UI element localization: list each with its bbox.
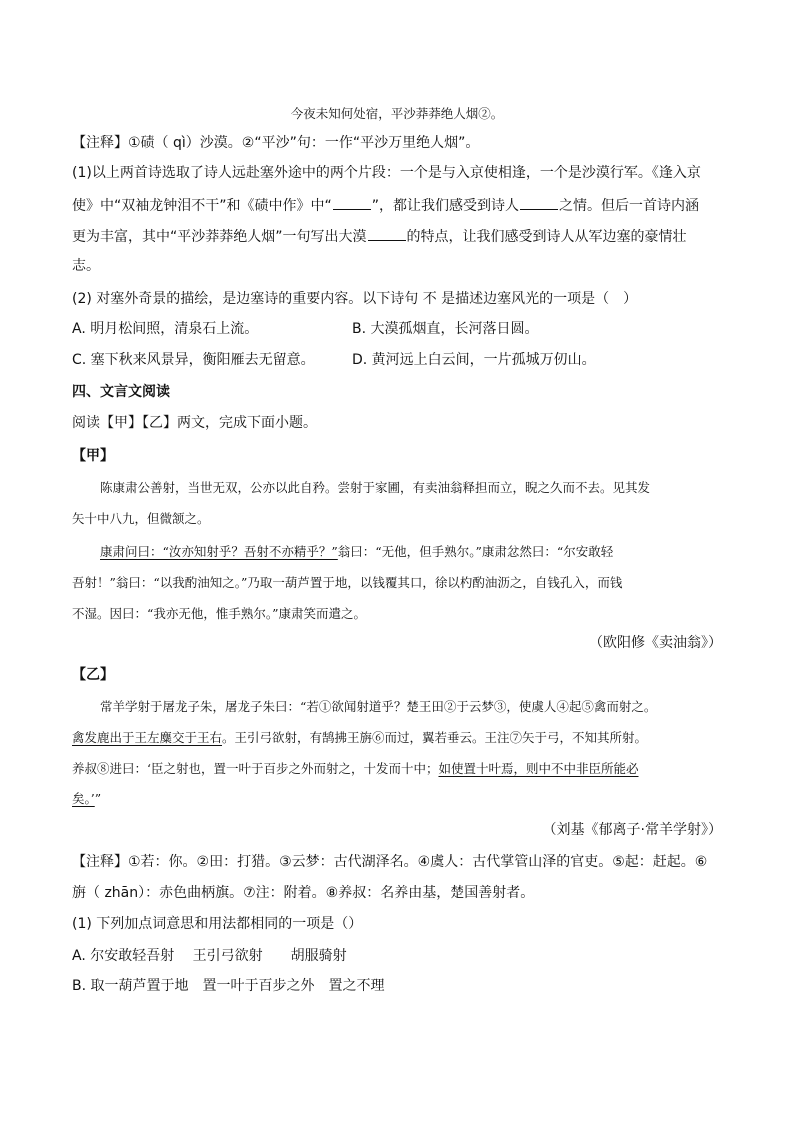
passage-jia-line: 康肃问曰：“汝亦知射乎？吾射不亦精乎？”翁曰：“无他，但手熟尔。”康肃忿然曰：“尔安敢轻 (100, 544, 614, 559)
passage-yi-line: 禽发鹿出于王左麋交于王右。王引弓欲射，有鹄拂王旃⑥而过，翼若垂云。王注⑦矢于弓，不知其所射。 (72, 730, 648, 745)
question-1-line-4: 志。 (72, 258, 100, 274)
reading-intro: 阅读【甲】【乙】两文，完成下面小题。 (72, 415, 317, 431)
annotation-2-line-1: 【注释】①若：你。②田：打猎。③云梦：古代湖泽名。④虞人：古代掌管山泽的官吏。⑤起：赶起。⑥ (72, 854, 708, 870)
question-1-line-2: 使》中“双袖龙钟泪不干”和《碛中作》中“ ”，都让我们感受到诗人 之情。但后一首诗内涵 (72, 195, 722, 215)
passage-jia-line: 吾射！”翁曰：“以我酌油知之。”乃取一葫芦置于地，以钱覆其口，徐以杓酌油沥之，自钱孔入，而钱 (72, 575, 623, 590)
option-a[interactable]: A. 明月松间照，清泉石上流。 (72, 321, 259, 337)
passage-jia-line: 陈康肃公善射，当世无双，公亦以此自矜。尝射于家圃，有卖油翁释担而立，睨之久而不去。见其发 (100, 480, 651, 495)
answer-blank[interactable] (368, 226, 406, 241)
question-1-line-1: (1)以上两首诗选取了诗人远赴塞外途中的两个片段：一个是与入京使相逢，一个是沙漠行军。《逢入京 (72, 165, 701, 181)
source-citation: （欧阳修《卖油翁》） (589, 635, 722, 651)
passage-yi-line: 养叔⑧进曰：‘臣之射也，置一叶于百步之外而射之，十发而十中；如使置十叶焉，则中不中非臣所能必 (72, 761, 639, 776)
passage-jia-label: 【甲】 (72, 448, 114, 464)
option-b[interactable]: B. 取一葫芦置于地 置一叶于百步之外 置之不理 (72, 978, 385, 994)
option-b[interactable]: B. 大漠孤烟直，长河落日圆。 (352, 321, 539, 337)
option-a[interactable]: A. 尔安敢轻吾射 王引弓欲射 胡服骑射 (72, 948, 347, 964)
passage-jia-line: 矢十中八九，但微颔之。 (72, 511, 210, 526)
question-3-stem: (1) 下列加点词意思和用法都相同的一项是（） (72, 916, 363, 932)
answer-blank[interactable] (520, 195, 558, 210)
passage-yi-label: 【乙】 (72, 667, 114, 683)
option-row-2 (72, 351, 722, 369)
question-2-stem: (2) 对塞外奇景的描绘，是边塞诗的重要内容。以下诗句 不 是描述边塞风光的一项是（ ） (72, 291, 638, 307)
source-citation: （刘基《郁离子·常羊学射》） (542, 822, 722, 838)
poem-line: 今夜未知何处宿，平沙莽莽绝人烟②。 (290, 106, 504, 121)
question-1-line-3: 更为丰富，其中“平沙莽莽绝人烟”一句写出大漠 的特点，让我们感受到诗人从军边塞的豪情壮 (72, 226, 722, 246)
passage-jia-line: 不湿。因曰：“我亦无他，惟手熟尔。”康肃笑而遣之。 (72, 606, 367, 621)
option-d[interactable]: D. 黄河远上白云间，一片孤城万仞山。 (352, 352, 596, 368)
passage-yi-line: 常羊学射于屠龙子朱，屠龙子朱曰：“若①欲闻射道乎？楚王田②于云梦③，使虞人④起⑤禽而射之。 (100, 699, 657, 714)
passage-yi-line: 矣。’” (72, 791, 102, 806)
option-c[interactable]: C. 塞下秋来风景异，衡阳雁去无留意。 (72, 352, 315, 368)
annotation-2-line-2: 旃（ zhān）：赤色曲柄旗。⑦注：附着。⑧养叔：名养由基，楚国善射者。 (72, 885, 535, 901)
option-row-1 (72, 320, 722, 338)
answer-blank[interactable] (333, 195, 371, 210)
annotation-1: 【注释】①碛（ qì）沙漠。②“平沙”句：一作“平沙万里绝人烟”。 (72, 135, 480, 151)
section-heading: 四、文言文阅读 (72, 384, 170, 400)
